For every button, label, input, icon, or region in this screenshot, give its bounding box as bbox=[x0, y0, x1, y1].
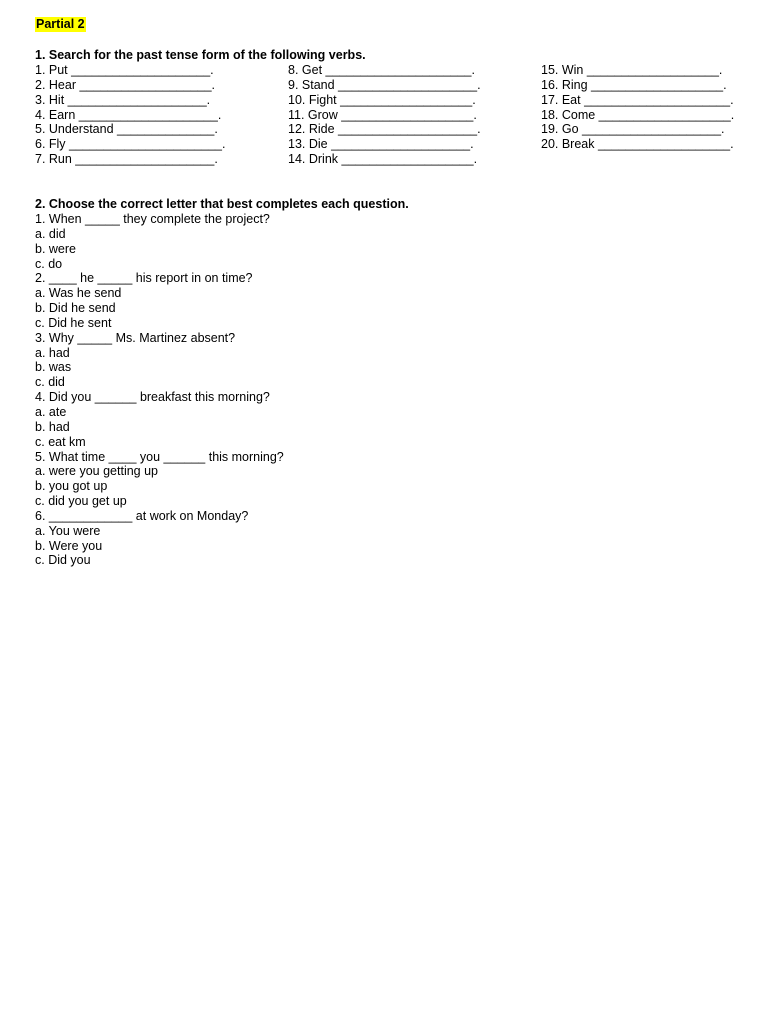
question-text: 1. When _____ they complete the project? bbox=[35, 212, 270, 226]
question-text: 4. Did you ______ breakfast this morning? bbox=[35, 390, 270, 405]
page-title: Partial 2 bbox=[36, 17, 85, 31]
verb-item: 10. Fight ___________________. bbox=[288, 92, 476, 107]
verb-item: 3. Hit ____________________. bbox=[35, 92, 211, 107]
verb-item: 4. Earn ____________________. bbox=[35, 107, 222, 122]
verb-item: 15. Win ___________________. bbox=[541, 63, 723, 77]
verb-item: 9. Stand ____________________. bbox=[288, 77, 481, 92]
verb-item: 1. Put ____________________. bbox=[35, 63, 214, 77]
verb-item: 6. Fly ______________________. bbox=[35, 137, 226, 152]
answer-option: a. ate bbox=[35, 404, 67, 419]
answer-option: b. were bbox=[35, 241, 76, 256]
verb-item: 19. Go ____________________. bbox=[541, 122, 725, 137]
answer-option: b. you got up bbox=[35, 479, 108, 494]
answer-option: a. had bbox=[35, 345, 70, 360]
answer-option: c. do bbox=[35, 256, 63, 271]
verb-item: 7. Run ____________________. bbox=[35, 152, 218, 167]
answer-option: a. did bbox=[35, 226, 66, 241]
answer-option: a. were you getting up bbox=[35, 464, 158, 479]
verb-item: 11. Grow ___________________. bbox=[288, 107, 477, 122]
question-text: 6. ____________ at work on Monday? bbox=[35, 508, 249, 523]
verb-item: 20. Break ___________________. bbox=[541, 137, 734, 152]
verb-item: 12. Ride ____________________. bbox=[288, 122, 481, 137]
verb-item: 14. Drink ___________________. bbox=[288, 152, 478, 167]
verb-column-1 bbox=[35, 63, 225, 167]
answer-option: c. did bbox=[35, 375, 65, 390]
question-text: 5. What time ____ you ______ this morning? bbox=[35, 449, 284, 464]
question-text: 2. ____ he _____ his report in on time? bbox=[35, 271, 253, 286]
verb-item: 13. Die ____________________. bbox=[288, 137, 474, 152]
verb-item: 5. Understand ______________. bbox=[35, 122, 218, 137]
answer-option: c. eat km bbox=[35, 434, 86, 449]
answer-option: a. Was he send bbox=[35, 286, 122, 301]
answer-option: b. was bbox=[35, 360, 72, 375]
answer-option: b. Did he send bbox=[35, 301, 116, 316]
verb-item: 2. Hear ___________________. bbox=[35, 77, 216, 92]
answer-option: c. Did he sent bbox=[35, 315, 112, 330]
answer-option: c. Did you bbox=[35, 553, 91, 568]
answer-option: c. did you get up bbox=[35, 494, 127, 509]
verb-column-3 bbox=[541, 63, 734, 152]
section-1-heading: 1. Search for the past tense form of the following verbs. bbox=[35, 48, 366, 62]
verb-column-2 bbox=[288, 63, 481, 167]
verb-item: 16. Ring ___________________. bbox=[541, 77, 727, 92]
answer-option: a. You were bbox=[35, 523, 101, 538]
verb-item: 17. Eat _____________________. bbox=[541, 92, 734, 107]
verb-item: 18. Come ___________________. bbox=[541, 107, 735, 122]
section-2-heading: 2. Choose the correct letter that best completes each question. bbox=[35, 197, 409, 211]
question-list bbox=[35, 212, 284, 568]
question-text: 3. Why _____ Ms. Martinez absent? bbox=[35, 330, 236, 345]
verb-item: 8. Get _____________________. bbox=[288, 63, 475, 77]
answer-option: b. had bbox=[35, 419, 70, 434]
answer-option: b. Were you bbox=[35, 538, 103, 553]
